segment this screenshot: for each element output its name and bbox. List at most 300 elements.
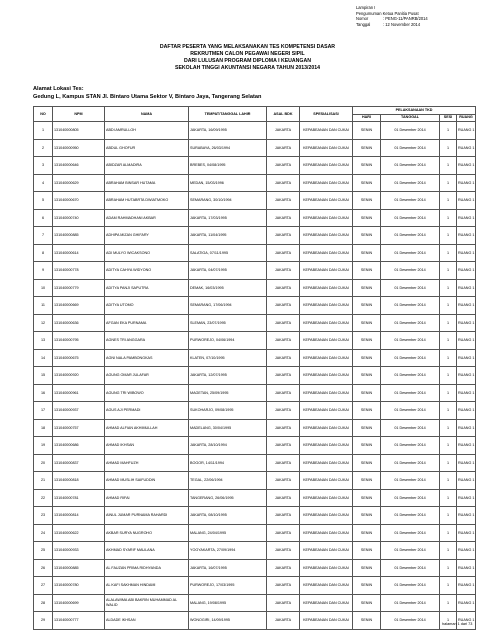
- cell-asal: JAKARTA: [267, 507, 300, 525]
- cell-sesi: 1: [440, 279, 457, 297]
- cell-asal: JAKARTA: [267, 437, 300, 455]
- cell-asal: JAKARTA: [267, 489, 300, 507]
- cell-hari: SENIN: [353, 139, 381, 157]
- cell-ruang: RUANG 1: [457, 157, 476, 175]
- title-line1: DAFTAR PESERTA YANG MELAKSANAKAN TES KOMPETENSI DASAR: [159, 44, 336, 50]
- cell-no: 23: [34, 507, 53, 525]
- cell-nama: AL FAUZAN PRIMA RIDHYANDA: [105, 559, 189, 577]
- cell-tanggal: 01 Desember 2014: [381, 279, 440, 297]
- cell-asal: JAKARTA: [267, 524, 300, 542]
- cell-ttl: SEMARANG, 17/06/1994: [189, 297, 267, 315]
- cell-spesialisasi: KEPABEANAN DAN CUKAI: [300, 612, 353, 630]
- cell-no: 18: [34, 419, 53, 437]
- cell-sesi: 1: [440, 577, 457, 595]
- cell-npm: 131040000778: [53, 262, 105, 280]
- lokasi-value: Gedung L, Kampus STAN Jl. Bintaro Utama Sektor V, Bintaro Jaya, Tangerang Selatan: [33, 94, 262, 100]
- cell-hari: SENIN: [353, 157, 381, 175]
- col-nama: NAMA: [105, 107, 189, 122]
- cell-hari: SENIN: [353, 279, 381, 297]
- cell-no: 28: [34, 594, 53, 612]
- cell-sesi: 1: [440, 454, 457, 472]
- col-pelaksanaan: PELAKSANAAN TKD: [353, 107, 476, 115]
- cell-nama: AGUNG OMAR JULAFAR: [105, 367, 189, 385]
- cell-tanggal: 01 Desember 2014: [381, 489, 440, 507]
- table-row: [34, 507, 476, 525]
- cell-npm: 131040000669: [53, 297, 105, 315]
- cell-no: 25: [34, 542, 53, 560]
- cell-hari: SENIN: [353, 262, 381, 280]
- cell-tanggal: 01 Desember 2014: [381, 367, 440, 385]
- cell-ruang: RUANG 1: [457, 489, 476, 507]
- cell-nama: ABIDZAR ALMADIRA: [105, 157, 189, 175]
- cell-no: 2: [34, 139, 53, 157]
- col-ruang: RUANG: [457, 114, 476, 122]
- cell-ruang: RUANG 1: [457, 524, 476, 542]
- cell-sesi: 1: [440, 122, 457, 140]
- table-row: [34, 157, 476, 175]
- cell-ruang: RUANG 1: [457, 437, 476, 455]
- cell-npm: 131040000818: [53, 472, 105, 490]
- cell-ruang: RUANG 1: [457, 594, 476, 612]
- cell-sesi: 1: [440, 367, 457, 385]
- table-row: [34, 192, 476, 210]
- cell-ttl: JAKARTA, 28/10/1994: [189, 437, 267, 455]
- cell-npm: 131040000814: [53, 507, 105, 525]
- cell-ttl: JAKARTA, 16/07/1995: [189, 559, 267, 577]
- cell-tanggal: 01 Desember 2014: [381, 227, 440, 245]
- cell-tanggal: 01 Desember 2014: [381, 437, 440, 455]
- cell-spesialisasi: KEPABEANAN DAN CUKAI: [300, 262, 353, 280]
- cell-spesialisasi: KEPABEANAN DAN CUKAI: [300, 507, 353, 525]
- cell-no: 26: [34, 559, 53, 577]
- cell-no: 20: [34, 454, 53, 472]
- cell-tanggal: 01 Desember 2014: [381, 139, 440, 157]
- cell-spesialisasi: KEPABEANAN DAN CUKAI: [300, 297, 353, 315]
- cell-spesialisasi: KEPABEANAN DAN CUKAI: [300, 384, 353, 402]
- cell-no: 8: [34, 244, 53, 262]
- cell-ttl: SEMARANG, 30/10/1994: [189, 192, 267, 210]
- cell-ruang: RUANG 1: [457, 507, 476, 525]
- cell-ruang: RUANG 1: [457, 454, 476, 472]
- cell-ruang: RUANG 1: [457, 227, 476, 245]
- table-row: [34, 542, 476, 560]
- cell-tanggal: 01 Desember 2014: [381, 559, 440, 577]
- table-row: [34, 559, 476, 577]
- document-title: [0, 44, 495, 72]
- cell-spesialisasi: KEPABEANAN DAN CUKAI: [300, 437, 353, 455]
- nomor-label: Nomor: [356, 16, 369, 22]
- cell-asal: JAKARTA: [267, 542, 300, 560]
- cell-ttl: MEDAN, 15/03/1996: [189, 174, 267, 192]
- col-hari: HARI: [353, 114, 381, 122]
- cell-sesi: 1: [440, 612, 457, 630]
- cell-no: 3: [34, 157, 53, 175]
- cell-ttl: DEMAK, 16/03/1995: [189, 279, 267, 297]
- cell-npm: 131040000629: [53, 174, 105, 192]
- cell-nama: AKHMAD SYARIF MAULANA: [105, 542, 189, 560]
- cell-no: 24: [34, 524, 53, 542]
- cell-asal: JAKARTA: [267, 297, 300, 315]
- cell-ruang: RUANG 1: [457, 122, 476, 140]
- cell-no: 21: [34, 472, 53, 490]
- cell-no: 29: [34, 612, 53, 630]
- cell-hari: SENIN: [353, 349, 381, 367]
- cell-spesialisasi: KEPABEANAN DAN CUKAI: [300, 577, 353, 595]
- cell-asal: JAKARTA: [267, 314, 300, 332]
- cell-nama: ADI MULYO WICAKSONO: [105, 244, 189, 262]
- cell-ruang: RUANG 1: [457, 332, 476, 350]
- cell-asal: JAKARTA: [267, 262, 300, 280]
- cell-hari: SENIN: [353, 507, 381, 525]
- cell-npm: 131040000920: [53, 367, 105, 385]
- cell-ruang: RUANG 1: [457, 209, 476, 227]
- cell-ttl: PURWOREJO, 04/06/1994: [189, 332, 267, 350]
- table-row: [34, 594, 476, 612]
- cell-ruang: RUANG 1: [457, 314, 476, 332]
- cell-asal: JAKARTA: [267, 174, 300, 192]
- cell-hari: SENIN: [353, 454, 381, 472]
- col-asal: ASAL BDK: [267, 107, 300, 122]
- cell-nama: AHMAD RIFAI: [105, 489, 189, 507]
- cell-tanggal: 01 Desember 2014: [381, 577, 440, 595]
- cell-spesialisasi: KEPABEANAN DAN CUKAI: [300, 454, 353, 472]
- table-row: [34, 209, 476, 227]
- cell-nama: ADHIPA MIZAN GHIFARY: [105, 227, 189, 245]
- table-row: [34, 472, 476, 490]
- cell-spesialisasi: KEPABEANAN DAN CUKAI: [300, 192, 353, 210]
- cell-nama: ADITYA CAHYA WIDYONO: [105, 262, 189, 280]
- cell-ttl: WONOGIRI, 14/09/1995: [189, 612, 267, 630]
- lampiran-tanggal: [356, 22, 428, 28]
- cell-nama: ABRAHAM HUTABRTA DWIATMOKO: [105, 192, 189, 210]
- cell-no: 22: [34, 489, 53, 507]
- table-row: [34, 524, 476, 542]
- table-header: [34, 107, 476, 122]
- cell-nama: AHMAD ALFIAN AKHIMULLAH: [105, 419, 189, 437]
- cell-npm: 131040000614: [53, 244, 105, 262]
- cell-npm: 131040000779: [53, 279, 105, 297]
- cell-npm: 131040000805: [53, 122, 105, 140]
- cell-sesi: 1: [440, 314, 457, 332]
- cell-npm: 131040000780: [53, 577, 105, 595]
- cell-tanggal: 01 Desember 2014: [381, 594, 440, 612]
- cell-asal: JAKARTA: [267, 279, 300, 297]
- table-row: [34, 384, 476, 402]
- cell-ttl: BREBES, 04/08/1995: [189, 157, 267, 175]
- cell-tanggal: 01 Desember 2014: [381, 542, 440, 560]
- cell-asal: JAKARTA: [267, 244, 300, 262]
- table-row: [34, 577, 476, 595]
- cell-spesialisasi: KEPABEANAN DAN CUKAI: [300, 419, 353, 437]
- table-row: [34, 297, 476, 315]
- cell-no: 11: [34, 297, 53, 315]
- cell-nama: ABDUL GHOFUR: [105, 139, 189, 157]
- cell-asal: JAKARTA: [267, 559, 300, 577]
- cell-tanggal: 01 Desember 2014: [381, 472, 440, 490]
- cell-hari: SENIN: [353, 489, 381, 507]
- table-row: [34, 402, 476, 420]
- cell-asal: JAKARTA: [267, 139, 300, 157]
- cell-npm: 131040000795: [53, 332, 105, 350]
- cell-hari: SENIN: [353, 542, 381, 560]
- cell-ttl: MALANG, 19/08/1995: [189, 594, 267, 612]
- cell-sesi: 1: [440, 402, 457, 420]
- cell-tanggal: 01 Desember 2014: [381, 157, 440, 175]
- cell-tanggal: 01 Desember 2014: [381, 454, 440, 472]
- cell-tanggal: 01 Desember 2014: [381, 419, 440, 437]
- cell-spesialisasi: KEPABEANAN DAN CUKAI: [300, 279, 353, 297]
- lokasi-block: [33, 85, 261, 101]
- cell-no: 16: [34, 384, 53, 402]
- cell-asal: JAKARTA: [267, 419, 300, 437]
- cell-no: 19: [34, 437, 53, 455]
- cell-spesialisasi: KEPABEANAN DAN CUKAI: [300, 349, 353, 367]
- cell-ruang: RUANG 1: [457, 349, 476, 367]
- cell-nama: AINUL JUMAR PURNAMA RAHARDI: [105, 507, 189, 525]
- cell-npm: 131040000757: [53, 419, 105, 437]
- cell-npm: 131040000636: [53, 314, 105, 332]
- table-body: [34, 122, 476, 630]
- cell-npm: 131040000646: [53, 157, 105, 175]
- cell-ttl: JAKARTA, 12/07/1995: [189, 367, 267, 385]
- cell-npm: 131040000781: [53, 489, 105, 507]
- cell-no: 7: [34, 227, 53, 245]
- cell-npm: 131040000670: [53, 192, 105, 210]
- cell-asal: JAKARTA: [267, 612, 300, 630]
- cell-ruang: RUANG 1: [457, 297, 476, 315]
- cell-nama: ALDADE IKHSAN: [105, 612, 189, 630]
- cell-asal: JAKARTA: [267, 332, 300, 350]
- cell-sesi: 1: [440, 297, 457, 315]
- cell-sesi: 1: [440, 472, 457, 490]
- lampiran-block: [356, 5, 428, 27]
- cell-ttl: SURABAYA, 26/03/1994: [189, 139, 267, 157]
- cell-nama: AHMAD MAHFUZH: [105, 454, 189, 472]
- cell-ruang: RUANG 1: [457, 472, 476, 490]
- cell-nama: ABDI AMRULLOH: [105, 122, 189, 140]
- table-row: [34, 227, 476, 245]
- cell-spesialisasi: KEPABEANAN DAN CUKAI: [300, 594, 353, 612]
- cell-asal: JAKARTA: [267, 472, 300, 490]
- cell-npm: 131040000885: [53, 227, 105, 245]
- cell-ttl: KLATEN, 07/10/1995: [189, 349, 267, 367]
- table-row: [34, 174, 476, 192]
- cell-tanggal: 01 Desember 2014: [381, 524, 440, 542]
- cell-no: 13: [34, 332, 53, 350]
- cell-sesi: 1: [440, 209, 457, 227]
- cell-tanggal: 01 Desember 2014: [381, 262, 440, 280]
- table-row: [34, 332, 476, 350]
- cell-sesi: 1: [440, 507, 457, 525]
- cell-spesialisasi: KEPABEANAN DAN CUKAI: [300, 332, 353, 350]
- cell-no: 6: [34, 209, 53, 227]
- cell-tanggal: 01 Desember 2014: [381, 402, 440, 420]
- cell-hari: SENIN: [353, 384, 381, 402]
- cell-tanggal: 01 Desember 2014: [381, 332, 440, 350]
- cell-hari: SENIN: [353, 577, 381, 595]
- col-tanggal: TANGGAL: [381, 114, 440, 122]
- nomor-value: : PENG-11/PANRB/2014: [383, 16, 428, 22]
- table-row: [34, 262, 476, 280]
- cell-npm: 131040000675: [53, 349, 105, 367]
- cell-spesialisasi: KEPABEANAN DAN CUKAI: [300, 542, 353, 560]
- cell-sesi: 1: [440, 594, 457, 612]
- cell-sesi: 1: [440, 524, 457, 542]
- cell-ttl: JAKARTA, 16/09/1995: [189, 122, 267, 140]
- cell-hari: SENIN: [353, 332, 381, 350]
- cell-asal: JAKARTA: [267, 577, 300, 595]
- col-sesi: SESI: [440, 114, 457, 122]
- table-row: [34, 314, 476, 332]
- cell-hari: SENIN: [353, 419, 381, 437]
- cell-hari: SENIN: [353, 612, 381, 630]
- cell-nama: ABRAHAM BINSAR HUTAMA: [105, 174, 189, 192]
- cell-spesialisasi: KEPABEANAN DAN CUKAI: [300, 367, 353, 385]
- cell-sesi: 1: [440, 139, 457, 157]
- cell-hari: SENIN: [353, 192, 381, 210]
- cell-ttl: BOGOR, 14/11/1994: [189, 454, 267, 472]
- cell-ttl: JAKARTA, 04/07/1995: [189, 262, 267, 280]
- cell-ttl: SLEMAN, 23/07/1995: [189, 314, 267, 332]
- cell-sesi: 1: [440, 244, 457, 262]
- cell-asal: JAKARTA: [267, 349, 300, 367]
- cell-ruang: RUANG 1: [457, 612, 476, 630]
- cell-hari: SENIN: [353, 594, 381, 612]
- cell-ruang: RUANG 1: [457, 542, 476, 560]
- cell-nama: ALALAWIMA ABI BAKRIN MUHAMMAD AL WALID: [105, 594, 189, 612]
- cell-ttl: JAKARTA, 08/10/1995: [189, 507, 267, 525]
- cell-hari: SENIN: [353, 314, 381, 332]
- cell-tanggal: 01 Desember 2014: [381, 122, 440, 140]
- table-row: [34, 139, 476, 157]
- cell-npm: 131040000699: [53, 594, 105, 612]
- cell-ruang: RUANG 1: [457, 244, 476, 262]
- cell-hari: SENIN: [353, 297, 381, 315]
- cell-spesialisasi: KEPABEANAN DAN CUKAI: [300, 489, 353, 507]
- cell-ruang: RUANG 1: [457, 419, 476, 437]
- cell-hari: SENIN: [353, 524, 381, 542]
- cell-spesialisasi: KEPABEANAN DAN CUKAI: [300, 122, 353, 140]
- table-row: [34, 367, 476, 385]
- cell-nama: AKBAR SURYA NUGROHO: [105, 524, 189, 542]
- cell-tanggal: 01 Desember 2014: [381, 612, 440, 630]
- title-line4: SEKOLAH TINGGI AKUNTANSI NEGARA TAHUN 2013/2014: [175, 65, 320, 71]
- cell-ruang: RUANG 1: [457, 192, 476, 210]
- cell-nama: AGNES TRI ANGGARA: [105, 332, 189, 350]
- cell-hari: SENIN: [353, 402, 381, 420]
- cell-ttl: JAKARTA, 11/04/1995: [189, 227, 267, 245]
- cell-ttl: MAGETAN, 25/09/1995: [189, 384, 267, 402]
- cell-no: 9: [34, 262, 53, 280]
- cell-asal: JAKARTA: [267, 454, 300, 472]
- cell-npm: 131040000961: [53, 384, 105, 402]
- cell-tanggal: 01 Desember 2014: [381, 174, 440, 192]
- cell-asal: JAKARTA: [267, 122, 300, 140]
- table-row: [34, 612, 476, 630]
- cell-npm: 131040000937: [53, 402, 105, 420]
- lampiran-line1: Lampiran I: [356, 5, 376, 10]
- cell-tanggal: 01 Desember 2014: [381, 192, 440, 210]
- cell-hari: SENIN: [353, 559, 381, 577]
- cell-ttl: SUKOHARJO, 09/08/1995: [189, 402, 267, 420]
- cell-ruang: RUANG 1: [457, 577, 476, 595]
- cell-hari: SENIN: [353, 209, 381, 227]
- cell-ruang: RUANG 1: [457, 279, 476, 297]
- cell-asal: JAKARTA: [267, 402, 300, 420]
- cell-spesialisasi: KEPABEANAN DAN CUKAI: [300, 209, 353, 227]
- cell-tanggal: 01 Desember 2014: [381, 384, 440, 402]
- cell-ruang: RUANG 1: [457, 174, 476, 192]
- cell-no: 12: [34, 314, 53, 332]
- cell-npm: 131040000950: [53, 139, 105, 157]
- cell-no: 4: [34, 174, 53, 192]
- table-row: [34, 454, 476, 472]
- cell-npm: 131040000885: [53, 559, 105, 577]
- col-ttl: TEMPAT/TANGGAL LAHIR: [189, 107, 267, 122]
- cell-tanggal: 01 Desember 2014: [381, 244, 440, 262]
- cell-sesi: 1: [440, 227, 457, 245]
- cell-spesialisasi: KEPABEANAN DAN CUKAI: [300, 227, 353, 245]
- cell-ttl: MALANG, 24/04/1995: [189, 524, 267, 542]
- cell-tanggal: 01 Desember 2014: [381, 209, 440, 227]
- cell-sesi: 1: [440, 542, 457, 560]
- cell-ttl: JAKARTA, 17/03/1995: [189, 209, 267, 227]
- cell-asal: JAKARTA: [267, 209, 300, 227]
- cell-nama: AL KAFI SAKHMAN HINDAMI: [105, 577, 189, 595]
- cell-hari: SENIN: [353, 122, 381, 140]
- cell-ruang: RUANG 1: [457, 367, 476, 385]
- col-no: NO: [34, 107, 53, 122]
- cell-spesialisasi: KEPABEANAN DAN CUKAI: [300, 157, 353, 175]
- table-row: [34, 349, 476, 367]
- cell-sesi: 1: [440, 437, 457, 455]
- cell-spesialisasi: KEPABEANAN DAN CUKAI: [300, 472, 353, 490]
- cell-ttl: MADELANG, 30/04/1995: [189, 419, 267, 437]
- cell-no: 17: [34, 402, 53, 420]
- cell-nama: ADAM RAHMADHANI AKBAR: [105, 209, 189, 227]
- cell-nama: AHMAD MUSLIH SAIFUDDIN: [105, 472, 189, 490]
- cell-asal: JAKARTA: [267, 367, 300, 385]
- cell-sesi: 1: [440, 419, 457, 437]
- cell-nama: ADITYA UTOMO: [105, 297, 189, 315]
- cell-ttl: PURWOREJO, 17/03/1995: [189, 577, 267, 595]
- cell-ruang: RUANG 1: [457, 384, 476, 402]
- cell-ruang: RUANG 1: [457, 262, 476, 280]
- cell-no: 14: [34, 349, 53, 367]
- cell-sesi: 1: [440, 262, 457, 280]
- cell-tanggal: 01 Desember 2014: [381, 349, 440, 367]
- cell-ttl: YOGYAKARTA, 27/09/1994: [189, 542, 267, 560]
- cell-no: 1: [34, 122, 53, 140]
- cell-no: 10: [34, 279, 53, 297]
- cell-sesi: 1: [440, 332, 457, 350]
- cell-hari: SENIN: [353, 437, 381, 455]
- cell-nama: AFGAN EKA PURNAMA: [105, 314, 189, 332]
- cell-ruang: RUANG 1: [457, 559, 476, 577]
- cell-spesialisasi: KEPABEANAN DAN CUKAI: [300, 314, 353, 332]
- cell-no: 15: [34, 367, 53, 385]
- tanggal-value: : 12 November 2014: [383, 21, 421, 27]
- cell-sesi: 1: [440, 489, 457, 507]
- cell-spesialisasi: KEPABEANAN DAN CUKAI: [300, 524, 353, 542]
- cell-ttl: TANGERANG, 26/06/1995: [189, 489, 267, 507]
- cell-npm: 131040000933: [53, 542, 105, 560]
- cell-ttl: SALATIGA, 07/11/1995: [189, 244, 267, 262]
- col-npm: NPM: [53, 107, 105, 122]
- cell-asal: JAKARTA: [267, 227, 300, 245]
- cell-ruang: RUANG 1: [457, 402, 476, 420]
- cell-sesi: 1: [440, 384, 457, 402]
